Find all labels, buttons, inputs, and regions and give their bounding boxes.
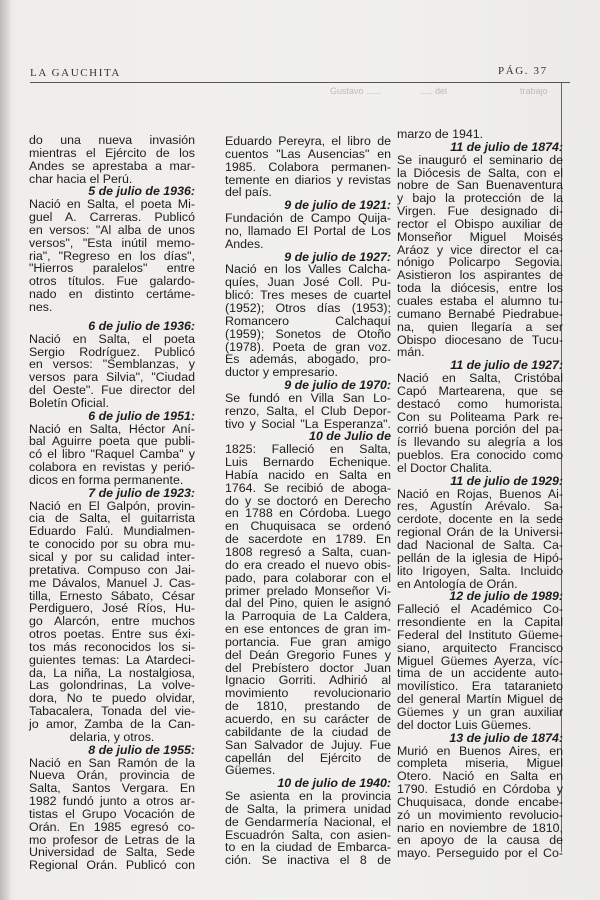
text-line: de Gendarmería Nacional, el: [225, 814, 391, 829]
text-line: Capó Martearena, que se: [397, 383, 563, 398]
entry-date-heading: 11 de julio de 1929:: [450, 473, 563, 488]
text-line: mán.: [397, 345, 425, 360]
text-line: Nació en San Ramón de la: [29, 755, 195, 770]
text-line: pellán de la iglesia de Hipó-: [397, 550, 563, 565]
entry-date-heading: 12 de julio de 1989:: [449, 589, 563, 604]
text-column-1: [29, 134, 195, 872]
text-line: Federal del Instituto Güeme-: [397, 627, 563, 642]
text-line: San Salvador de Jujuy. Fue: [225, 737, 391, 752]
header-rule: [30, 82, 570, 83]
text-line: regional Orán de la Universi-: [397, 525, 563, 540]
text-line: acuerdo, en su carácter de: [225, 711, 391, 726]
text-line: sical y por su calidad inter-: [29, 550, 195, 564]
text-line: 1825: Falleció en Salta,: [225, 442, 391, 457]
text-line: de 1810, prestando de: [225, 699, 391, 714]
text-line: (1959); Sonetos de Otoño: [225, 326, 391, 341]
text-line: de Salta, la primera unidad: [225, 801, 391, 816]
text-line: rresondiente en la Capital: [397, 615, 563, 630]
text-line: en 1788 en Córdoba. Luego: [225, 506, 391, 521]
entry-date-heading: 9 de julio de 1927:: [284, 249, 391, 264]
text-line: Nueva Orán, provincia de: [29, 768, 195, 783]
text-line: Es además, abogado, pro-: [225, 352, 391, 367]
text-line: del Deán Gregorio Funes y: [225, 647, 391, 662]
text-line: Otero. Nació en Salta en: [397, 769, 563, 784]
entry-date-heading: 10 de julio de 1940:: [277, 776, 391, 791]
text-line: Obispo diocesano de Tucu-: [397, 332, 563, 347]
text-line: el Doctor Chalita.: [397, 460, 493, 475]
text-line: bal Aguirre poeta que publi-: [29, 434, 195, 449]
text-line: pretativa. Compuso con Jai-: [29, 562, 195, 577]
text-line: del general Martín Miguel de: [397, 692, 563, 707]
text-line: Romancero Calchaquí: [225, 313, 391, 328]
text-line: Falleció el Académico Co-: [397, 602, 563, 617]
text-line: lito Irigoyen, Salta. Incluido: [397, 563, 563, 578]
text-line: Eduardo Falú. Mundialmen-: [29, 524, 195, 539]
text-line: (1952); Otros días (1953);: [225, 300, 391, 315]
text-line: res, Agustín Arévalo. Sa-: [397, 499, 563, 514]
entry-date-heading: 13 de julio de 1874:: [449, 730, 563, 745]
entry-date-heading: 7 de julio de 1923:: [88, 485, 195, 500]
text-line: na, quien llegaría a ser: [397, 319, 563, 334]
text-line: cumano Bernabé Piedrabue-: [397, 306, 563, 321]
text-line: cabildante de la ciudad de: [225, 724, 391, 739]
text-line: ís llevando su alegría a los: [397, 435, 563, 450]
text-line: delaria, y otros.: [69, 729, 155, 744]
text-line: blicó: Tres meses de cuartel: [225, 288, 391, 303]
text-line: la Parroquia de La Caldera,: [225, 609, 391, 624]
text-line: pueblos. Era conocido como: [397, 448, 563, 463]
text-line: dicos en forma permanente.: [29, 472, 184, 487]
text-line: dora, No te puedo olvidar,: [29, 691, 195, 706]
text-line: Luis Bernardo Echenique.: [225, 455, 391, 470]
text-line: do era creado el nuevo obis-: [225, 557, 391, 572]
text-line: en versos: "Semblanzas, y: [29, 357, 195, 372]
text-line: Güemes y un gran auxiliar: [397, 704, 563, 719]
running-header-title: LA GAUCHITA: [30, 67, 121, 79]
text-line: versos para Silvia", "Ciudad: [29, 370, 195, 385]
text-line: Las golondrinas, La volve-: [29, 678, 195, 693]
entry-date-heading: 5 de julio de 1936:: [88, 184, 195, 199]
text-line: Aráoz y vice director el ca-: [397, 242, 563, 257]
text-line: la Diócesis de Salta, con el: [397, 165, 563, 180]
text-line: nes.: [29, 299, 53, 314]
text-line: Se fundó en Villa San Lo-: [225, 390, 391, 405]
text-line: primer prelado Monseñor Vi-: [225, 583, 391, 598]
text-line: cuales estaba el alumno tu-: [397, 293, 563, 308]
text-line: no, llamado El Portal de Los: [225, 223, 391, 238]
text-line: destacó como humorista.: [397, 396, 563, 411]
entry-date-heading: 6 de julio de 1936:: [88, 318, 195, 333]
page-number: PÁG. 37: [498, 65, 548, 77]
text-line: otros títulos. Fue galardo-: [29, 274, 195, 289]
text-line: Andes.: [225, 236, 264, 251]
text-line: Nació en Salta, Cristóbal: [397, 371, 563, 386]
text-line: te conocido por su obra mu-: [29, 537, 195, 552]
text-line: cia de Salta, el guitarrista: [29, 511, 195, 526]
text-line: dal del Pino, quien le asignó: [225, 596, 391, 611]
text-line: me Dávalos, Manuel J. Cas-: [29, 575, 195, 590]
entry-date-heading: 9 de julio de 1921:: [284, 198, 391, 213]
text-line: go Alarcón, entre muchos: [29, 614, 195, 629]
text-line: del país.: [225, 185, 272, 200]
text-line: Nació en los Valles Calcha-: [225, 262, 391, 277]
text-line: guientes temas: La Atardeci-: [29, 652, 195, 667]
text-line: có el libro "Raquel Camba" y: [29, 447, 195, 462]
text-line: Se asienta en la provincia: [225, 789, 391, 804]
text-line: tivo y Social "La Esperanza".: [225, 416, 391, 431]
text-line: Nació en Salta, Héctor Aní-: [29, 421, 195, 436]
text-line: 1982 fundó junto a otros ar-: [29, 794, 195, 809]
text-line: cuentos "Las Ausencias" en: [225, 146, 391, 161]
text-line: Se inauguró el seminario de: [397, 152, 563, 167]
bleed-through-text: ..... del: [420, 86, 448, 96]
bleed-through-text: trabajo: [520, 86, 548, 96]
text-line: siano, arquitecto Francisco: [397, 640, 563, 655]
text-line: Murió en Buenos Aires, en: [397, 743, 563, 758]
text-line: dad Nacional de Salta. Ca-: [397, 538, 563, 552]
text-line: del Prebístero doctor Juan: [225, 660, 391, 675]
text-line: en apoyo de la causa de: [397, 833, 563, 848]
text-line: pado, para colaborar con el: [225, 570, 391, 585]
text-line: Eduardo Pereyra, el libro de: [225, 134, 391, 148]
text-line: de sacerdote en 1789. En: [225, 532, 391, 547]
text-line: ductor y empresario.: [225, 365, 338, 380]
text-line: portancia. Fue gran amigo: [225, 634, 391, 649]
text-line: quíes, Juan José Coll. Pu-: [225, 275, 391, 290]
text-line: otros poetas. Entre sus éxi-: [29, 627, 195, 642]
text-line: Había nacido en Salta en: [225, 467, 391, 482]
text-line: (1978). Poeta de gran voz.: [225, 339, 391, 354]
text-line: to en la ciudad de Embarca-: [225, 840, 391, 855]
text-column-2: [225, 135, 391, 867]
entry-date-heading: 11 de julio de 1874:: [450, 139, 563, 154]
text-line: tos más reconocidos los si-: [29, 639, 195, 654]
entry-date-heading: 11 de julio de 1927:: [450, 358, 563, 373]
text-line: "Hierros paralelos" entre: [29, 261, 195, 276]
text-line: en versos: "Al alba de unos: [29, 222, 195, 237]
text-line: guel A. Carreras. Publicó: [29, 210, 195, 225]
text-line: 1790. Estudió en Córdoba y: [397, 782, 563, 797]
text-line: Regional Orán. Publicó con: [29, 858, 195, 873]
text-line: do una nueva invasión: [29, 133, 195, 147]
text-line: Ignacio Gorriti. Adhirió al: [225, 673, 391, 688]
text-line: mientras el Ejército de los: [29, 145, 195, 160]
text-line: nobre de San Buenaventura: [397, 178, 563, 193]
text-line: colabora en revistas y perió-: [29, 460, 195, 475]
text-line: 1808 regresó a Salta, cuan-: [225, 545, 391, 559]
text-line: Boletín Oficial.: [29, 395, 109, 410]
text-line: del Oeste". Fue director del: [29, 383, 195, 398]
text-line: nónigo Policarpo Segovia.: [397, 255, 563, 270]
text-line: tistas el Grupo Vocación de: [29, 806, 195, 821]
text-line: en Chuquisaca se ordenó: [225, 519, 391, 534]
entry-date-heading: 6 de julio de 1951:: [88, 408, 195, 423]
text-line: Escuadrón Salta, con asien-: [225, 827, 391, 842]
text-line: Perdiguero, José Ríos, Hu-: [29, 601, 195, 616]
text-line: do y se doctoró en Derecho: [225, 493, 391, 508]
text-line: rector el Obispo auxiliar de: [397, 216, 563, 231]
text-line: ria", "Regreso en los días",: [29, 248, 195, 263]
text-line: marzo de 1941.: [397, 127, 484, 141]
text-line: corrió buena porción del pa-: [397, 422, 563, 437]
text-line: Miguel Güemes Ayerza, víc-: [397, 653, 563, 668]
text-line: completa miseria, Miguel: [397, 756, 563, 771]
text-line: cerdote, docente en la sede: [397, 512, 563, 527]
text-line: tilla, Ernesto Sábato, César: [29, 588, 195, 603]
text-line: Salta, Santos Vergara. En: [29, 781, 195, 796]
bleed-through-text: Gustavo ......: [330, 86, 382, 96]
text-line: da, La niña, La nostalgiosa,: [29, 665, 195, 680]
text-line: Fundación de Campo Quija-: [225, 211, 391, 226]
text-line: Tabacalera, Tonada del vie-: [29, 704, 195, 719]
text-line: en ese entonces de gran im-: [225, 622, 391, 637]
text-line: tima de un accidente auto-: [397, 666, 563, 681]
text-line: capellán del Ejército de: [225, 750, 391, 765]
text-line: Sergio Rodríguez. Publicó: [29, 344, 195, 359]
entry-date-heading: 10 de Julio de: [309, 429, 391, 444]
text-line: mayo. Perseguido por el Co-: [397, 846, 563, 861]
text-line: movilístico. Era tataranieto: [397, 679, 563, 694]
text-line: ción. Se inactiva el 8 de: [225, 853, 391, 868]
entry-date-heading: 8 de julio de 1955:: [88, 742, 195, 757]
text-line: renzo, Salta, el Club Depor-: [225, 403, 391, 418]
text-line: zó un movimiento revolucio-: [397, 807, 563, 822]
text-line: nario en noviembre de 1810,: [397, 820, 563, 835]
text-line: Andes se aprestaba a mar-: [29, 158, 195, 173]
page-binding-shadow: [0, 0, 10, 900]
entry-date-heading: 9 de julio de 1970:: [284, 378, 391, 393]
text-line: en Antología de Orán.: [397, 576, 518, 591]
text-line: char hacia el Perú.: [29, 171, 133, 186]
text-line: mo profesor de Letras de la: [29, 832, 195, 847]
text-line: Universidad de Salta, Sede: [29, 845, 195, 860]
text-line: 1764. Se recibió de aboga-: [225, 480, 391, 495]
text-line: temente en diarios y revistas: [225, 172, 391, 187]
text-line: Asistieron los aspirantes de: [397, 268, 563, 283]
text-line: toda la diócesis, entre los: [397, 281, 563, 296]
text-line: Monseñor Miguel Moisés: [397, 229, 563, 244]
text-line: Nació en Salta, el poeta Mi-: [29, 197, 195, 212]
text-line: versos", "Esta inútil memo-: [29, 235, 195, 250]
text-line: y bajo la protección de la: [397, 191, 563, 206]
text-line: Nació en Salta, el poeta: [29, 331, 195, 346]
text-line: Güemes.: [225, 763, 276, 778]
text-line: Nació en Rojas, Buenos Ai-: [397, 486, 563, 501]
text-line: Orán. En 1985 egresó co-: [29, 819, 195, 834]
text-line: Virgen. Fue designado di-: [397, 204, 563, 219]
text-line: nado en distinto certáme-: [29, 287, 195, 302]
text-line: Nació en El Galpón, provin-: [29, 498, 195, 513]
text-line: Con su Politeama Park re-: [397, 409, 563, 424]
text-column-3: [397, 128, 563, 860]
text-line: 1985. Colabora permanen-: [225, 159, 391, 174]
text-line: movimiento revolucionario: [225, 686, 391, 701]
text-line: jo amor, Zamba de la Can-: [29, 716, 195, 731]
text-line: del doctor Luis Güemes.: [397, 717, 532, 732]
text-line: Chuquisaca, donde encabe-: [397, 794, 563, 809]
